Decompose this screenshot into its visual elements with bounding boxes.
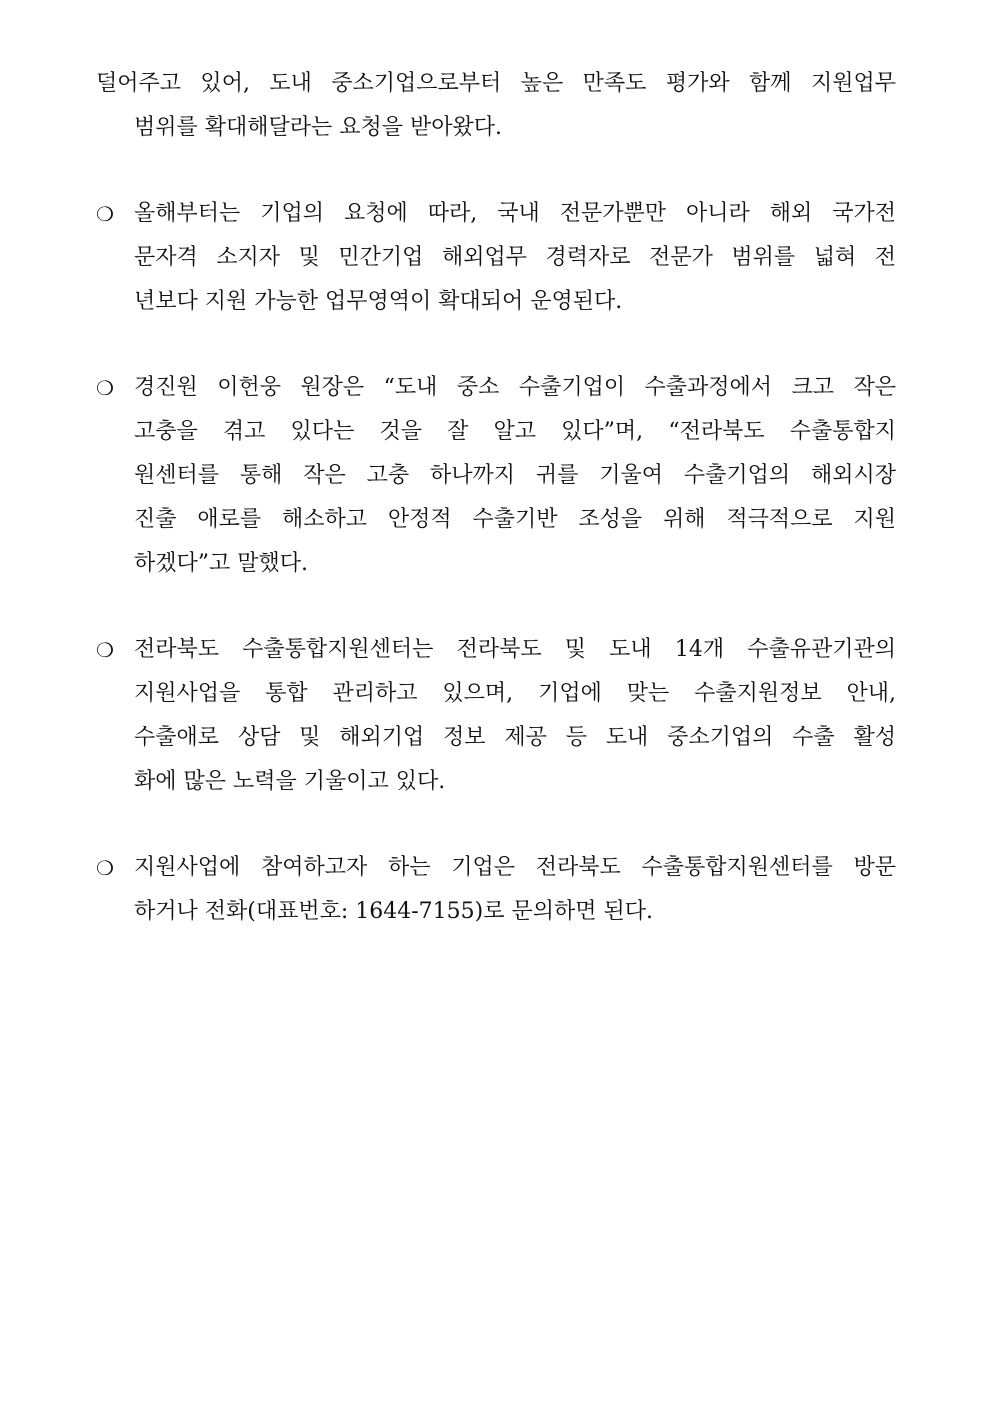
paragraph-2-line-0: 경진원 이헌웅 원장은 “도내 중소 수출기업이 수출과정에서 크고 작은 [134, 375, 896, 400]
bullet-icon: ❍ [96, 376, 114, 400]
paragraph-2-line-3: 진출 애로를 해소하고 안정적 수출기반 조성을 위해 적극적으로 지원 [134, 507, 896, 532]
paragraph-3-line-3: 화에 많은 노력을 기울이고 있다. [134, 769, 446, 794]
paragraph-3-line-0: 전라북도 수출통합지원센터는 전라북도 및 도내 14개 수출유관기관의 [134, 637, 896, 662]
paragraph-2-line-2: 원센터를 통해 작은 고충 하나까지 귀를 기울여 수출기업의 해외시장 [134, 463, 896, 488]
paragraph-3-line-2: 수출애로 상담 및 해외기업 정보 제공 등 도내 중소기업의 수출 활성 [134, 725, 896, 750]
paragraph-0-line-0: 덜어주고 있어, 도내 중소기업으로부터 높은 만족도 평가와 함께 지원업무 [96, 71, 896, 96]
paragraph-1-line-2: 년보다 지원 가능한 업무영역이 확대되어 운영된다. [134, 289, 623, 314]
paragraph-3-line-1: 지원사업을 통합 관리하고 있으며, 기업에 맞는 수출지원정보 안내, [134, 681, 896, 706]
paragraph-1-line-0: 올해부터는 기업의 요청에 따라, 국내 전문가뿐만 아니라 해외 국가전 [134, 201, 896, 226]
paragraph-0-line-1: 범위를 확대해달라는 요청을 받아왔다. [134, 115, 503, 140]
bullet-icon: ❍ [96, 638, 114, 662]
paragraph-4-line-1: 하거나 전화(대표번호: 1644-7155)로 문의하면 된다. [134, 899, 653, 924]
bullet-icon: ❍ [96, 856, 114, 880]
paragraph-1-line-1: 문자격 소지자 및 민간기업 해외업무 경력자로 전문가 범위를 넓혀 전 [134, 245, 896, 270]
paragraph-4-line-0: 지원사업에 참여하고자 하는 기업은 전라북도 수출통합지원센터를 방문 [134, 855, 896, 880]
bullet-icon: ❍ [96, 202, 114, 226]
paragraph-2-line-1: 고충을 겪고 있다는 것을 잘 알고 있다”며, “전라북도 수출통합지 [134, 419, 896, 444]
paragraph-2-line-4: 하겠다”고 말했다. [134, 551, 308, 576]
